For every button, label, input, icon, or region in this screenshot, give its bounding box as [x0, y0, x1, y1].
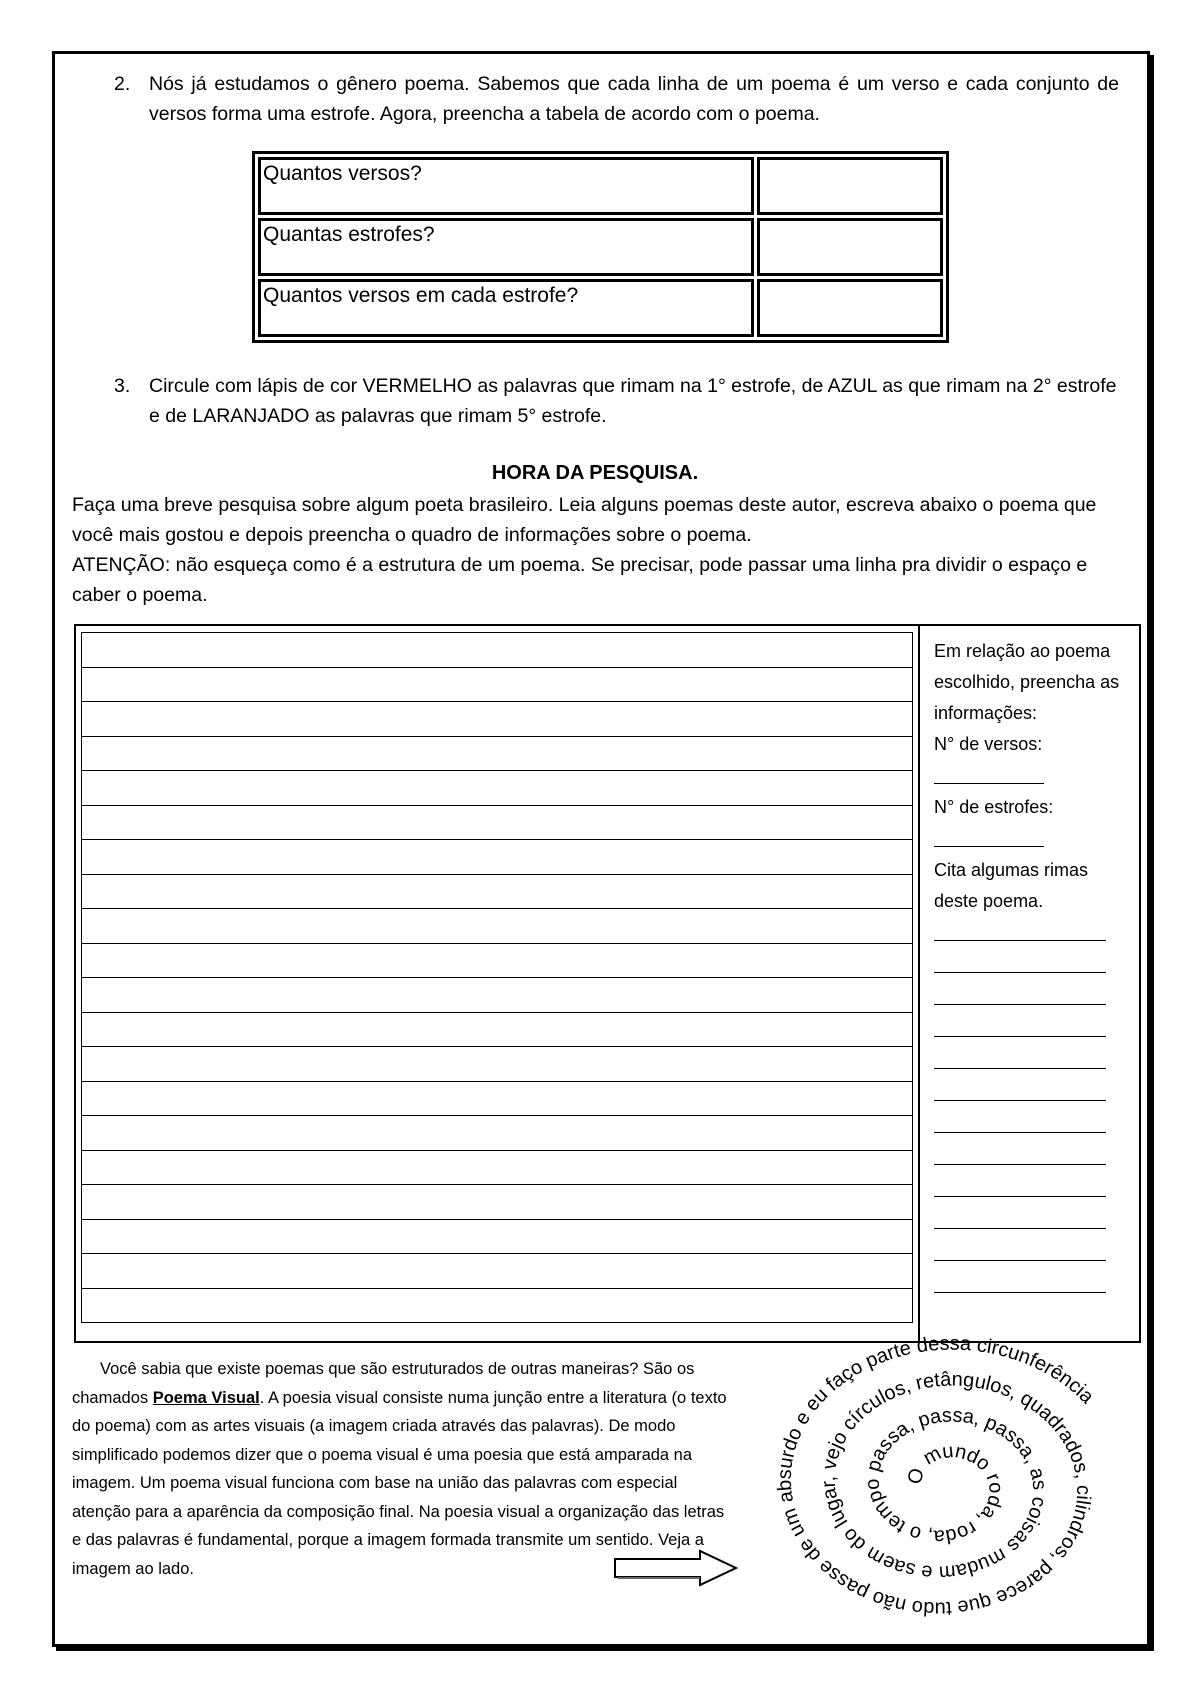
rhyme-answer-line[interactable]: [934, 1077, 1106, 1101]
section-title: HORA DA PESQUISA.: [491, 462, 699, 484]
poem-structure-table: [252, 151, 949, 343]
spiral-poem-text: [774, 1335, 1099, 1619]
poem-writing-box: [74, 624, 1141, 1343]
writing-line[interactable]: [82, 1013, 912, 1048]
writing-line[interactable]: [82, 806, 912, 841]
stanzas-answer-line[interactable]: [934, 823, 1044, 847]
question-3: [114, 371, 1124, 433]
poema-visual-term: Poema Visual: [152, 1388, 260, 1407]
divider: [918, 626, 920, 1341]
verses-answer-line[interactable]: [934, 760, 1044, 784]
rhyme-answer-line[interactable]: [934, 1109, 1106, 1133]
writing-line[interactable]: [82, 1047, 912, 1082]
table-row: [258, 279, 943, 337]
writing-line[interactable]: [82, 737, 912, 772]
writing-line[interactable]: [82, 1082, 912, 1117]
writing-line[interactable]: [82, 1185, 912, 1220]
row-label: Quantos versos?: [258, 157, 754, 215]
writing-line[interactable]: [82, 944, 912, 979]
question-text: Circule com lápis de cor VERMELHO as palavras que rimam na 1° estrofe, de AZUL as que rimam na 2° estrofe e de LARANJADO as palavras que rimam 5° estrofe.: [149, 375, 1117, 427]
rhyme-answer-line[interactable]: [934, 981, 1106, 1005]
attention-paragraph: ATENÇÃO: não esqueça como é a estrutura de um poema. Se precisar, pode passar uma linha pra dividir o espaço e caber o poema.: [72, 554, 1088, 606]
explanation-text: . A poesia visual consiste numa junção entre a literatura (o texto do poema) com as artes visuais (a imagem criada através das palavras). De modo simplificado podemos dizer que o poema visual é uma poesia que está amparada na imagem. Um poema visual funciona com base na união das palavras com especial atenção para a aparência da composição final. Na poesia visual a organização das letras e das palavras é fundamental, porque a imagem formada transmite um sentido. Veja a imagem ao lado.: [72, 1388, 727, 1578]
rhyme-answer-line[interactable]: [934, 1013, 1106, 1037]
writing-line[interactable]: [82, 1220, 912, 1255]
row-label: Quantos versos em cada estrofe?: [258, 279, 754, 337]
writing-line[interactable]: [82, 668, 912, 703]
writing-line[interactable]: [82, 633, 912, 668]
research-instructions: [72, 490, 1122, 610]
stanzas-label: N° de estrofes:: [934, 797, 1054, 817]
explanation-text: Você sabia que existe poemas que são estruturados de outras maneiras? São os chamados: [72, 1360, 695, 1407]
instruction-paragraph: Faça uma breve pesquisa sobre algum poeta brasileiro. Leia alguns poemas deste autor, escreva abaixo o poema que você mais gostou e depois preencha o quadro de informações sobre o poema.: [72, 494, 1097, 546]
writing-line[interactable]: [82, 1151, 912, 1186]
row-label: Quantas estrofes?: [258, 218, 754, 276]
spiral-visual-poem: [760, 1335, 1130, 1635]
question-2: [114, 69, 1124, 131]
answer-cell[interactable]: [757, 279, 943, 337]
poem-info-panel: [934, 636, 1129, 1301]
table-row: [258, 218, 943, 276]
rhyme-answer-line[interactable]: [934, 917, 1106, 941]
writing-line[interactable]: [82, 909, 912, 944]
writing-lines[interactable]: [81, 632, 913, 1323]
question-number: 3.: [114, 375, 131, 397]
table-row: [258, 157, 943, 215]
rhyme-answer-line[interactable]: [934, 1045, 1106, 1069]
spiral-poem-path-text: O mundo roda, roda, o tempo passa, passa, passa, as coisas mudam e saem do lugar, vejo círculos, retângulos, quadrados, cilindros, parece que tudo não passe de um absurdo e eu faço parte dessa circunferência: [773, 1335, 1098, 1620]
writing-line[interactable]: [82, 771, 912, 806]
answer-cell[interactable]: [757, 157, 943, 215]
rhyme-answer-line[interactable]: [934, 1173, 1106, 1197]
rhyme-answer-line[interactable]: [934, 949, 1106, 973]
writing-line[interactable]: [82, 875, 912, 910]
rhyme-answer-line[interactable]: [934, 1237, 1106, 1261]
writing-line[interactable]: [82, 702, 912, 737]
rhyme-answer-line[interactable]: [934, 1205, 1106, 1229]
question-number: 2.: [114, 73, 131, 95]
writing-line[interactable]: [82, 978, 912, 1013]
arrow-right-icon: [612, 1548, 742, 1590]
rhyme-answer-line[interactable]: [934, 1269, 1106, 1293]
writing-line[interactable]: [82, 1289, 912, 1323]
question-text: Nós já estudamos o gênero poema. Sabemos que cada linha de um poema é um verso e cada conjunto de versos forma uma estrofe. Agora, preencha a tabela de acordo com o poema.: [149, 73, 1119, 125]
writing-line[interactable]: [82, 840, 912, 875]
rhyme-answer-line[interactable]: [934, 1141, 1106, 1165]
rhymes-label: Cita algumas rimas deste poema.: [934, 860, 1089, 911]
verses-label: N° de versos:: [934, 734, 1043, 754]
answer-cell[interactable]: [757, 218, 943, 276]
writing-line[interactable]: [82, 1116, 912, 1151]
info-intro: Em relação ao poema escolhido, preencha as informações:: [934, 641, 1120, 723]
writing-line[interactable]: [82, 1254, 912, 1289]
